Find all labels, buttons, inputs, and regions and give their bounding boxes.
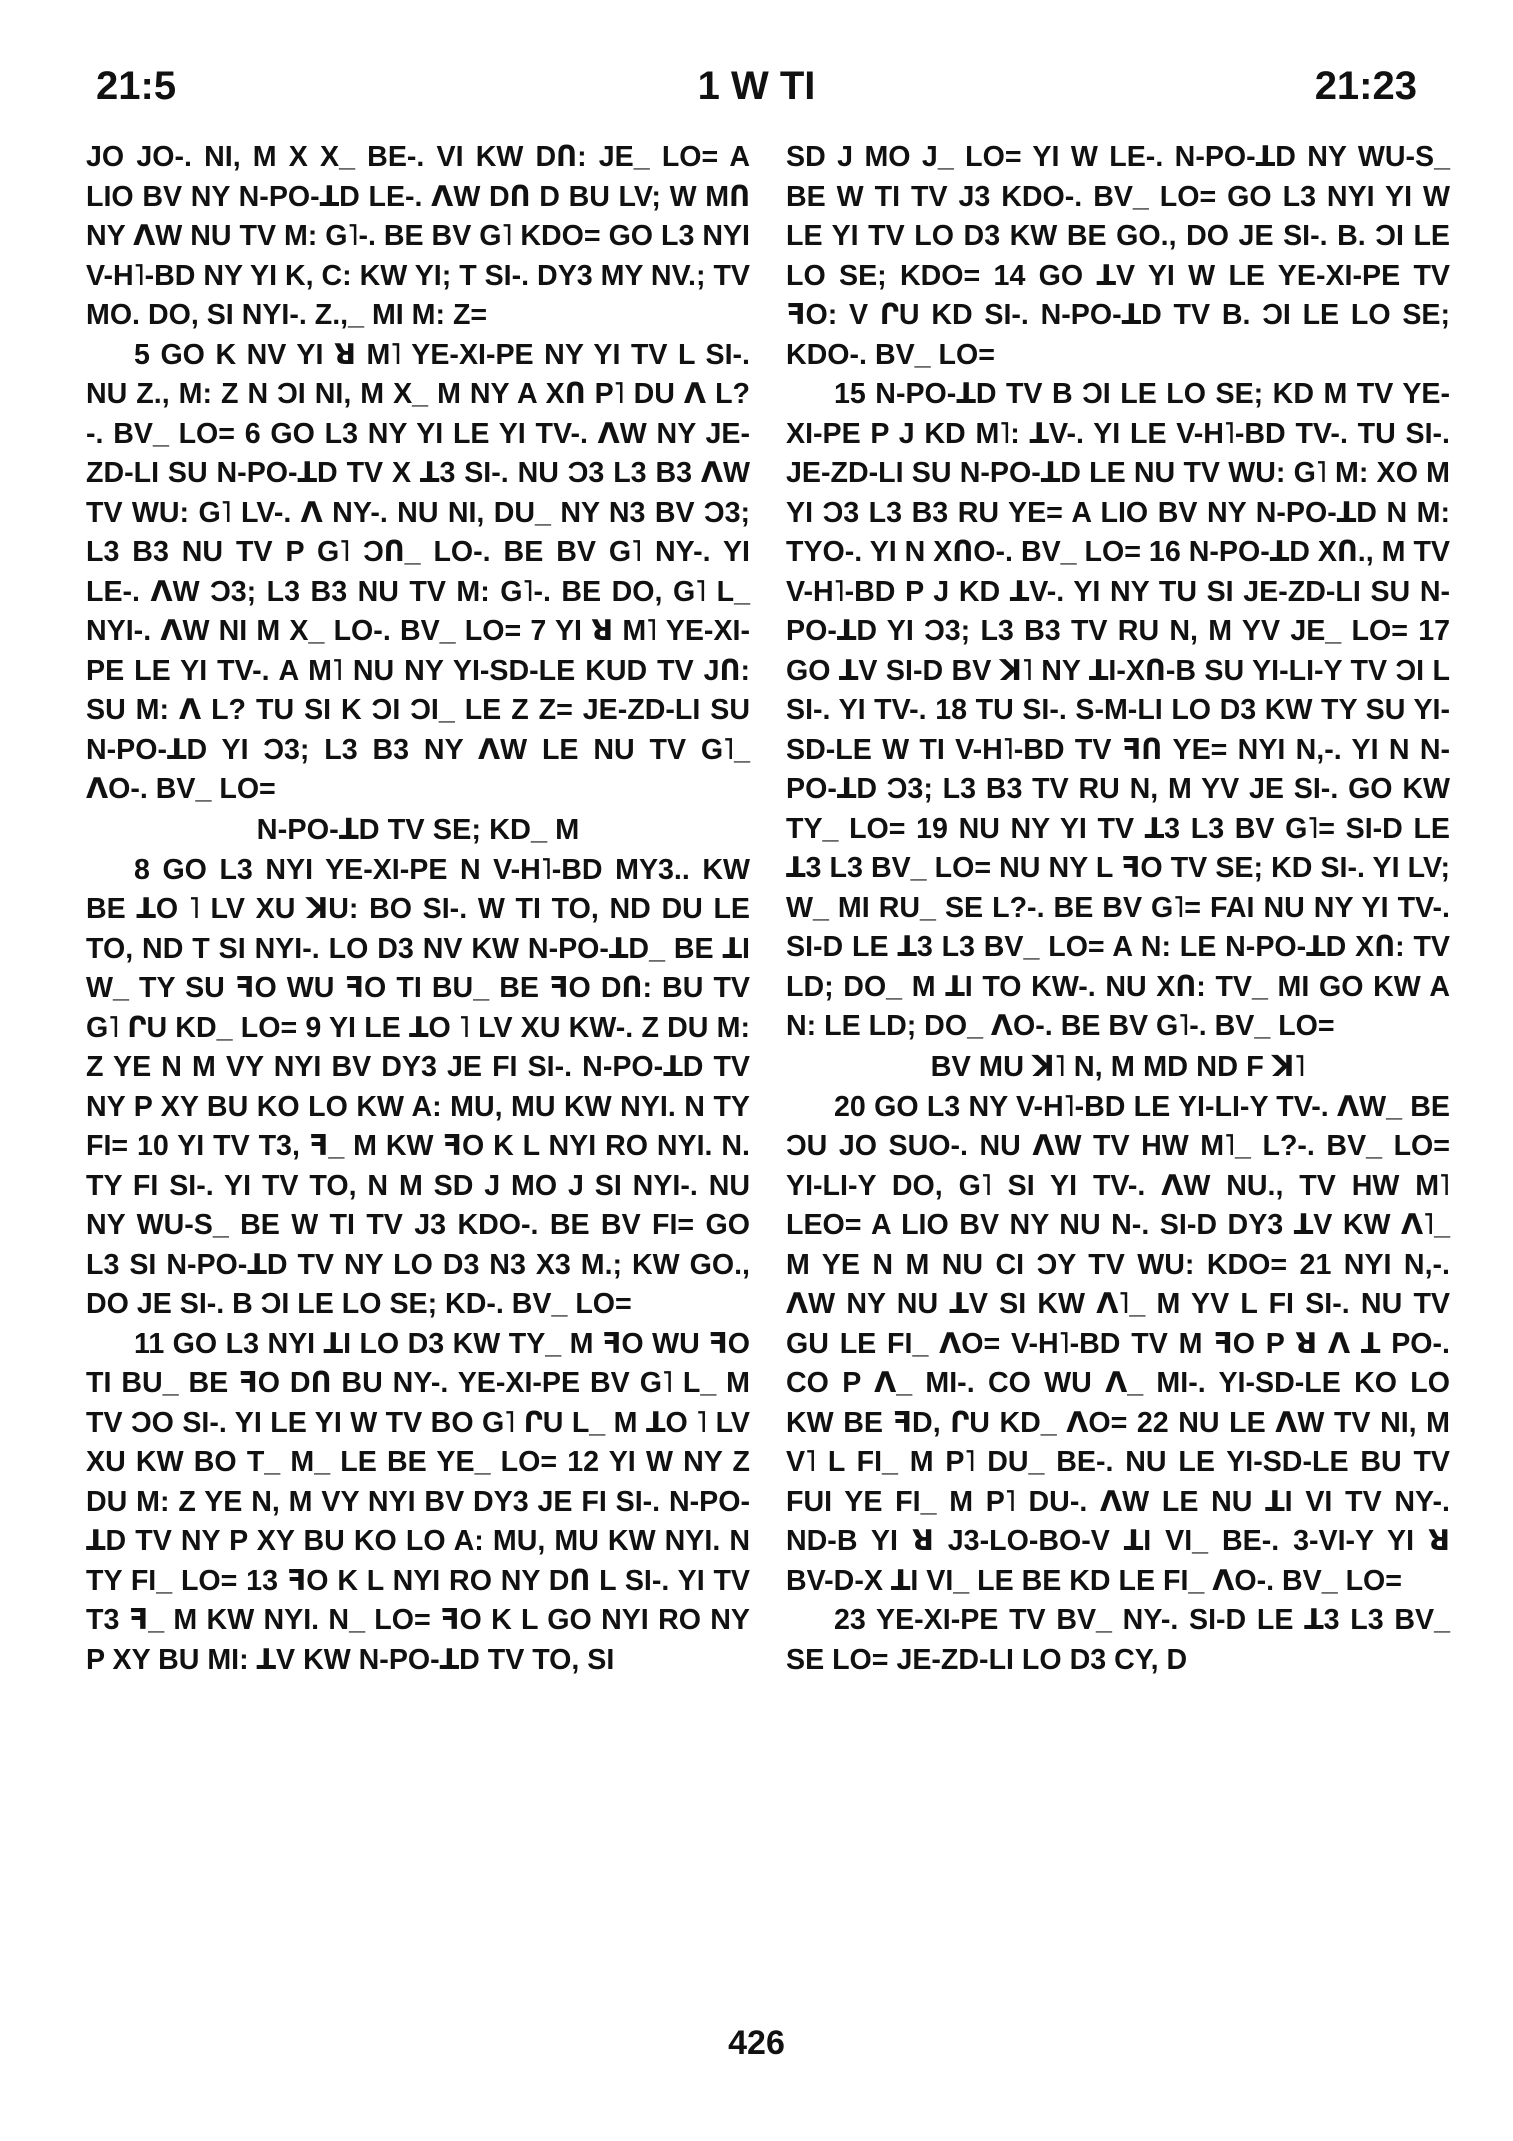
paragraph-v23: 23 YE-XI-PE TV BV_ NY-. SI-D LE ꓕ3 L3 BV_ SE LO= JE-ZD-LI LO D3 CY, D [786, 1604, 1450, 1676]
section-heading: BV MU ꓘ˥ N, M MD ND F ꓘ˥ [930, 1050, 1306, 1083]
running-header-right: 21:23 [1314, 64, 1417, 108]
paragraph-v8-10: 8 GO L3 NYI YE-XI-PE N V-H˥-BD MY3.. KW BE ꓕO ˥ LV XU ꓘU: BO SI-. W TI TO, ND DU LE TO, ND T SI NYI-. LO D3 NV KW N-PO-ꓕD_ BE ꓕI W_ TY SU ꟻO WU ꟻO TI BU_ BE ꟻO DՈ: BU TV G˥ ՐU KD_ LO= 9 YI LE ꓕO ˥ LV XU KW-. Z DU M: Z YE N M VY NYI BV DY3 JE FI SI-. N-PO-ꓕD TV NY P XY BU KO LO KW A: MU, MU KW NYI. N TY FI= 10 YI TV T3, ꟻ_ M KW ꟻO K L NYI RO NYI. N. TY FI SI-. YI TV TO, N M SD J MO J SI NYI-. NU NY WU-S_ BE W TI TV J3 KDO-. BE BV FI= GO L3 SI N-PO-ꓕD TV NY LO D3 N3 X3 M.; KW GO., DO JE SI-. B ƆI LE LO SE; KD-. BV_ LO= [86, 853, 750, 1320]
page-number: 426 [728, 2024, 785, 2062]
right-column [786, 138, 1450, 1680]
paragraph-v1-4: JO JO-. NI, M X X_ BE-. VI KW DՈ: JE_ LO= A LIO BV NY N-PO-ꓕD LE-. ꓥW DՈ D BU LV; W MՈ NY ꓥW NU TV M: G˥-. BE BV G˥ KDO= GO L3 NYI V-H˥-BD NY YI K, C: KW YI; T SI-. DY3 MY NV.; TV MO. DO, SI NYI-. Z.,_ MI M: Z= [86, 141, 750, 331]
paragraph-v11-13: 11 GO L3 NYI ꓕI LO D3 KW TY_ M ꟻO WU ꟻO TI BU_ BE ꟻO DՈ BU NY-. YE-XI-PE BV G˥ L_ M TV ƆO SI-. YI LE YI W TV BO G˥ ՐU L_ M ꓕO ˥ LV XU KW BO T_ M_ LE BE YE_ LO= 12 YI W NY Z DU M: Z YE N, M VY NYI BV DY3 JE FI SI-. N-PO-ꓕD TV NY P XY BU KO LO A: MU, MU KW NYI. N TY FI_ LO= 13 ꟻO K L NYI RO NY DՈ L SI-. YI TV T3 ꟻ_ M KW NYI. N_ LO= ꟻO K L GO NYI RO NY P XY BU MI: ꓕV KW N-PO-ꓕD TV TO, SI [86, 1327, 750, 1676]
paragraph-v20-22: 20 GO L3 NY V-H˥-BD LE YI-LI-Y TV-. ꓥW_ BE ƆU JO SUO-. NU ꓥW TV HW M˥_ L?-. BV_ LO= YI-LI-Y DO, G˥ SI YI TV-. ꓥW NU., TV HW M˥ LEO= A LIO BV NY NU N-. SI-D DY3 ꓕV KW ꓥ˥_ M YE N M NU CI ƆY TV WU: KDO= 21 NYI N,-. ꓥW NY NU ꓕV SI KW ꓥ˥_ M YV L FI SI-. NU TV GU LE FI_ ꓥO= V-H˥-BD TV M ꟻO P ꓤ ꓥ ꓕ PO-. CO P ꓥ_ MI-. CO WU ꓥ_ MI-. YI-SD-LE KO LO KW BE ꟻD, ՐU KD_ ꓥO= 22 NU LE ꓥW TV NI, M V˥ L FI_ M P˥ DU_ BE-. NU LE YI-SD-LE BU TV FUI YE FI_ M P˥ DU-. ꓥW LE NU ꓕI VI TV NY-. ND-B YI ꓤ J3-LO-BO-V ꓕI VI_ BE-. 3-VI-Y YI ꓤ BV-D-X ꓕI VI_ LE BE KD LE FI_ ꓥO-. BV_ LO= [786, 1090, 1450, 1597]
paragraph-v15-19: 15 N-PO-ꓕD TV B ƆI LE LO SE; KD M TV YE-XI-PE P J KD M˥: ꓕV-. YI LE V-H˥-BD TV-. TU SI-. JE-ZD-LI SU N-PO-ꓕD LE NU TV WU: G˥ M: XO M YI Ɔ3 L3 B3 RU YE= A LIO BV NY N-PO-ꓕD N M: TYO-. YI N XՈO-. BV_ LO= 16 N-PO-ꓕD XՈ., M TV V-H˥-BD P J KD ꓕV-. YI NY TU SI JE-ZD-LI SU N-PO-ꓕD YI Ɔ3; L3 B3 TV RU N, M YV JE_ LO= 17 GO ꓕV SI-D BV ꓘ˥ NY ꓕI-XՈ-B SU YI-LI-Y TV ƆI L SI-. YI TV-. 18 TU SI-. S-M-LI LO D3 KW TY SU YI-SD-LE W TI V-H˥-BD TV ꟻՈ YE= NYI N,-. YI N N-PO-ꓕD Ɔ3; L3 B3 TV RU N, M YV JE SI-. GO KW TY_ LO= 19 NU NY YI TV ꓕ3 L3 BV G˥= SI-D LE ꓕ3 L3 BV_ LO= NU NY L ꟻO TV SE; KD SI-. YI LV; W_ MI RU_ SE L?-. BE BV G˥= FAI NU NY YI TV-. SI-D LE ꓕ3 L3 BV_ LO= A N: LE N-PO-ꓕD XՈ: TV LD; DO_ M ꓕI TO KW-. NU XՈ: TV_ MI GO KW A N: LE LD; DO_ ꓥO-. BE BV G˥-. BV_ LO= [786, 378, 1450, 1042]
left-column [86, 138, 750, 1680]
running-header-book: 1 W TI [697, 64, 816, 108]
running-header-left: 21:5 [96, 64, 177, 108]
paragraph-v13-14: SD J MO J_ LO= YI W LE-. N-PO-ꓕD NY WU-S_ BE W TI TV J3 KDO-. BV_ LO= GO L3 NYI YI W LE YI TV LO D3 KW BE GO., DO JE SI-. B. ƆI LE LO SE; KDO= 14 GO ꓕV YI W LE YE-XI-PE TV ꟻO: V ՐU KD SI-. N-PO-ꓕD TV B. ƆI LE LO SE; KDO-. BV_ LO= [786, 141, 1450, 371]
section-heading: N-PO-ꓕD TV SE; KD_ M [256, 813, 580, 846]
paragraph-v5-7: 5 GO K NV YI ꓤ M˥ YE-XI-PE NY YI TV L SI-. NU Z., M: Z N ƆI NI, M X_ M NY A XՈ P˥ DU ꓥ L?-. BV_ LO= 6 GO L3 NY YI LE YI TV-. ꓥW NY JE-ZD-LI SU N-PO-ꓕD TV X ꓕ3 SI-. NU Ɔ3 L3 B3 ꓥW TV WU: G˥ LV-. ꓥ NY-. NU NI, DU_ NY N3 BV Ɔ3; L3 B3 NU TV P G˥ ƆՈ_ LO-. BE BV G˥ NY-. YI LE-. ꓥW Ɔ3; L3 B3 NU TV M: G˥-. BE DO, G˥ L_ NYI-. ꓥW NI M X_ LO-. BV_ LO= 7 YI ꓤ M˥ YE-XI-PE LE YI TV-. A M˥ NU NY YI-SD-LE KUD TV JՈ: SU M: ꓥ L? TU SI K ƆI ƆI_ LE Z Z= JE-ZD-LI SU N-PO-ꓕD YI Ɔ3; L3 B3 NY ꓥW LE NU TV G˥_ ꓥO-. BV_ LO= [86, 338, 750, 805]
